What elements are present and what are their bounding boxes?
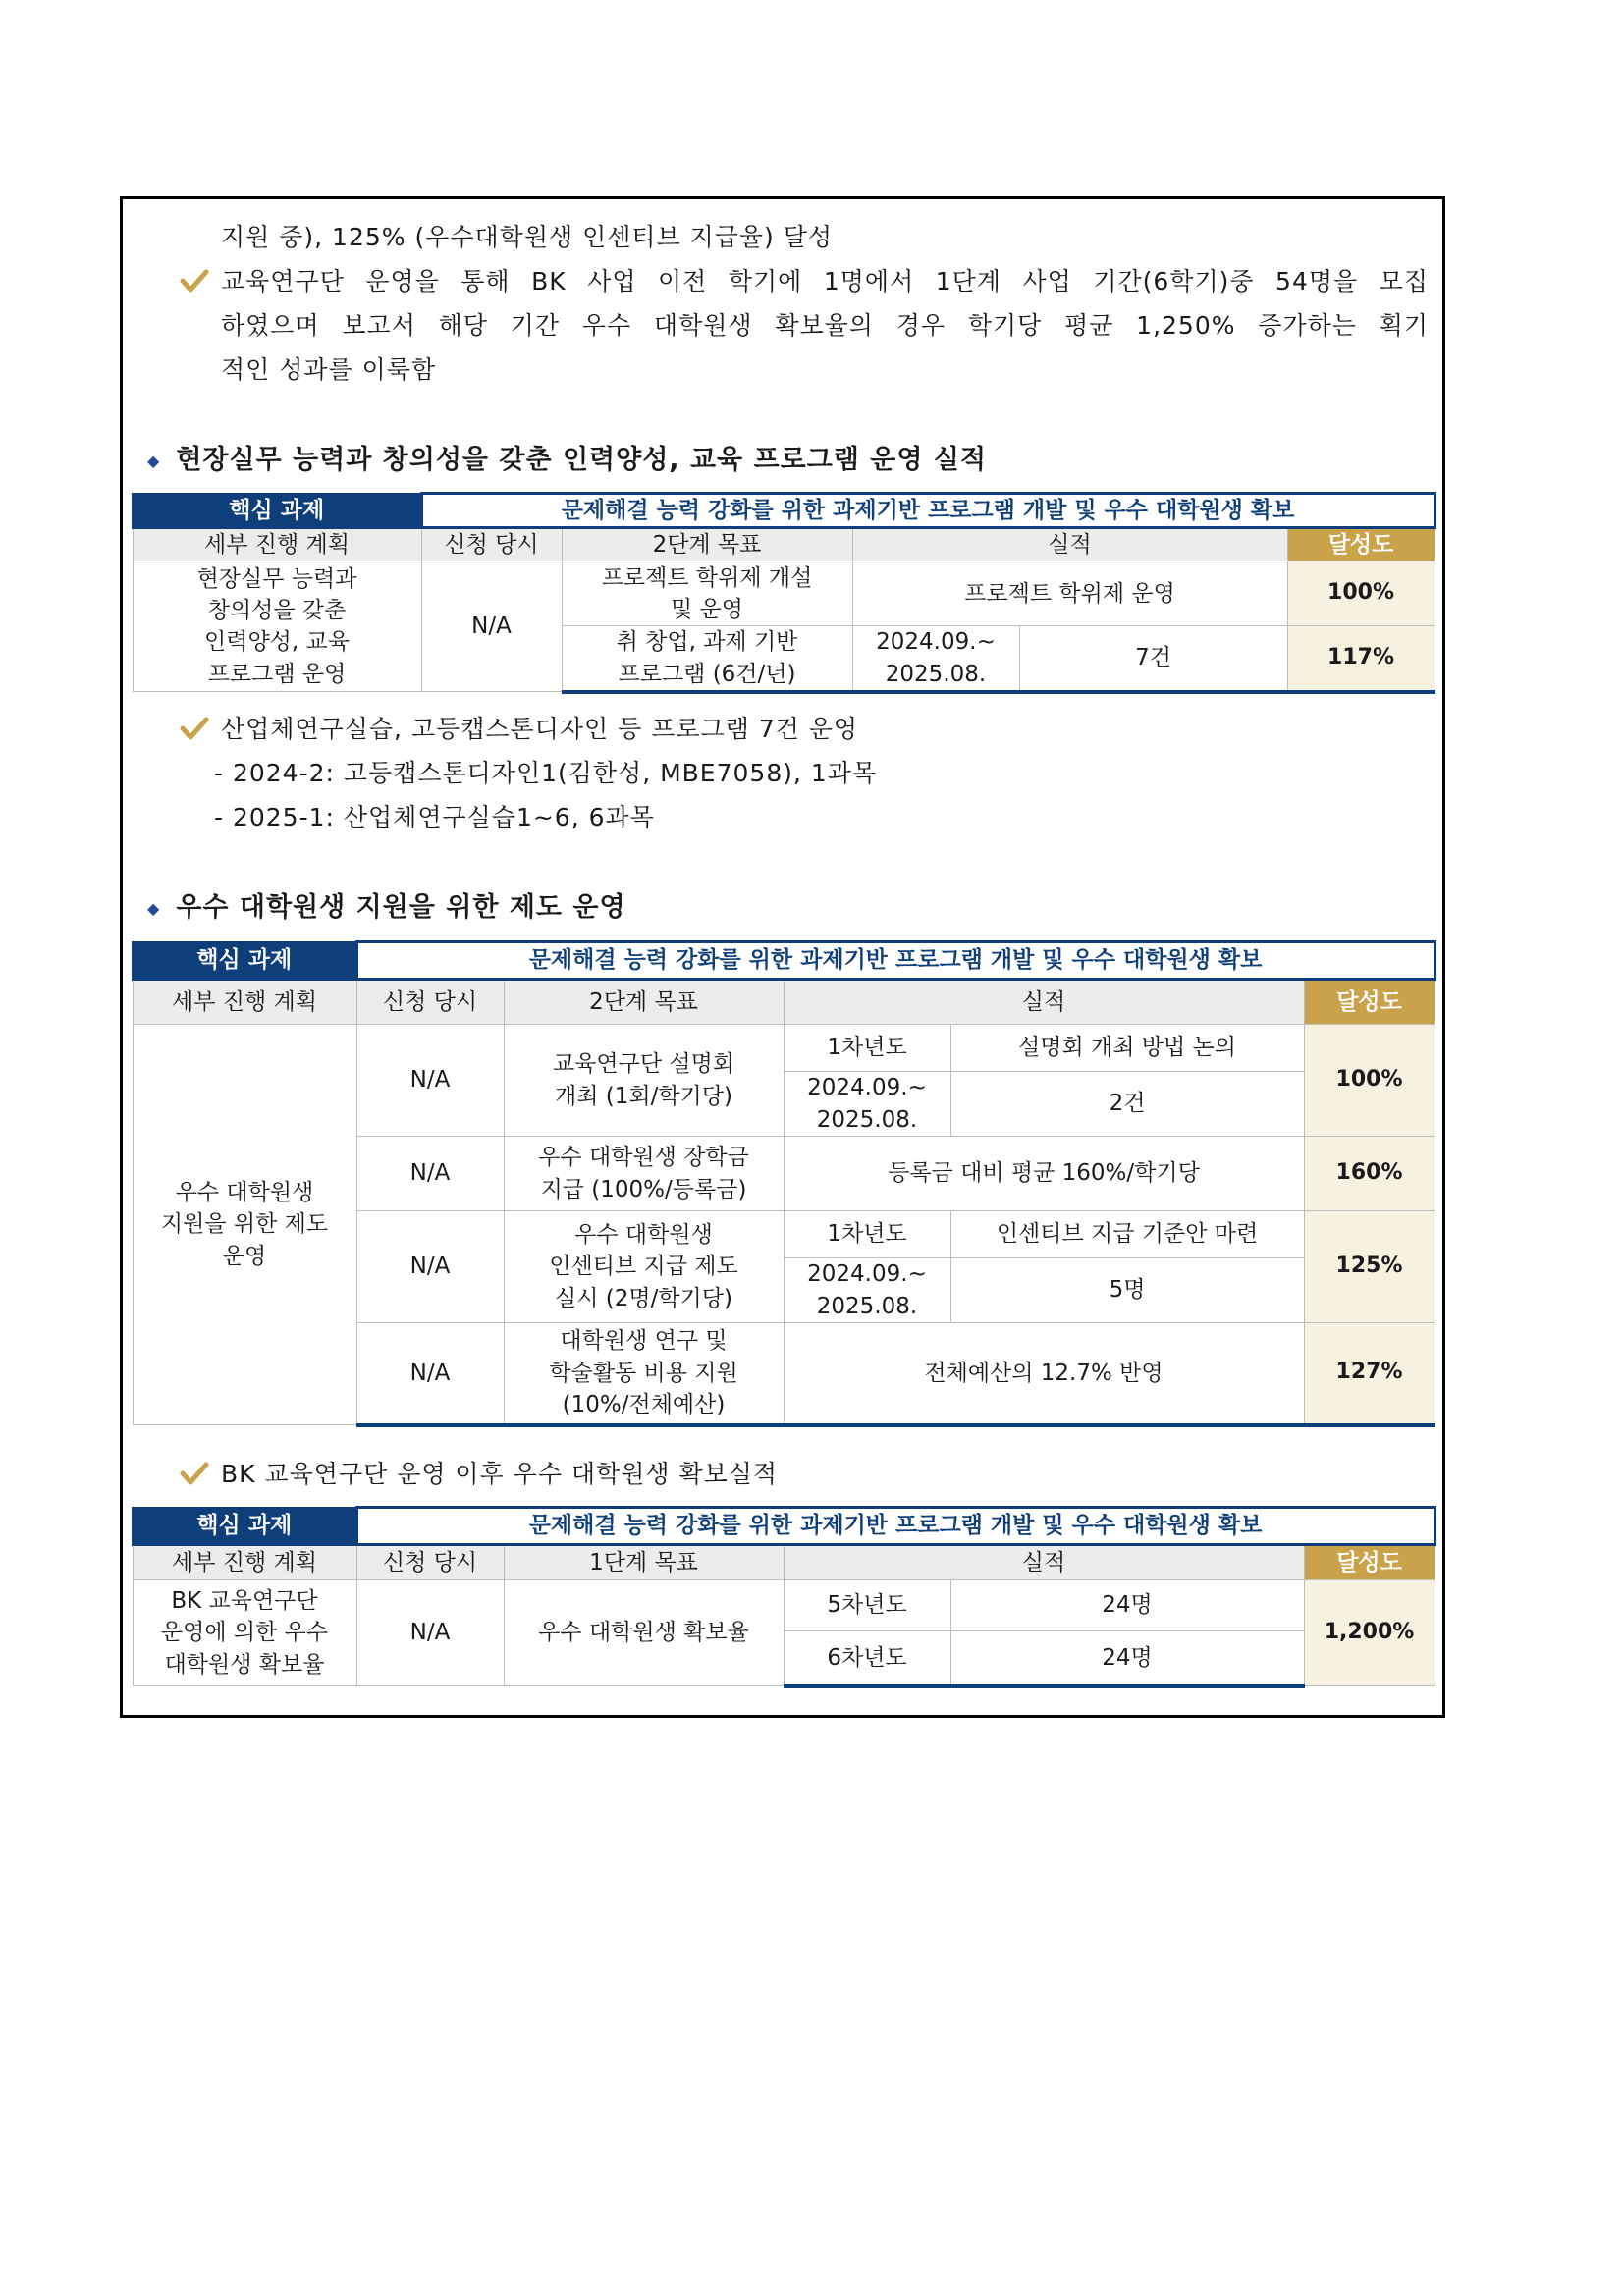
header-applied: 신청 당시 [356, 1545, 504, 1580]
core-task-value: 문제해결 능력 강화를 위한 과제기반 프로그램 개발 및 우수 대학원생 확보 [356, 942, 1435, 980]
section-heading-grad-support [147, 885, 626, 924]
field-training-table [132, 492, 1436, 694]
plan-cell [133, 1580, 356, 1686]
period-cell [852, 626, 1019, 692]
goal-line: 우수 대학원생 장학금 [538, 1145, 749, 1171]
goal-cell [504, 1211, 784, 1323]
core-task-label: 핵심 과제 [133, 942, 356, 980]
year-cell: 5차년도 [784, 1580, 950, 1631]
goal-line: 프로젝트 학위제 개설 [601, 564, 813, 591]
goal-line: 실시 (2명/학기당) [555, 1285, 732, 1311]
result-cell: 프로젝트 학위제 운영 [852, 561, 1287, 626]
goal-line: 교육연구단 설명회 [552, 1051, 735, 1078]
header-applied: 신청 당시 [421, 528, 562, 561]
achievement-cell: 1,200% [1304, 1580, 1435, 1686]
plan-line: 프로그램 운영 [207, 661, 347, 687]
goal-line: 대학원생 연구 및 [560, 1328, 728, 1355]
goal-line: 인센티브 지급 제도 [549, 1254, 738, 1280]
header-goal: 2단계 목표 [504, 980, 784, 1025]
result-cell: 5명 [950, 1258, 1304, 1323]
result-cell: 인센티브 지급 기준안 마련 [950, 1211, 1304, 1258]
check-icon [180, 714, 209, 743]
core-task-label: 핵심 과제 [133, 1508, 356, 1545]
diamond-bullet-icon: ◆ [147, 452, 161, 470]
goal-cell [562, 561, 852, 626]
achievement-cell: 125% [1304, 1211, 1435, 1323]
grad-support-table [132, 940, 1436, 1427]
header-result: 실적 [784, 1545, 1304, 1580]
result-cell: 7건 [1019, 626, 1287, 692]
goal-line: (10%/전체예산) [562, 1391, 726, 1417]
intro-check-line-3: 적인 성과를 이룩함 [221, 355, 437, 384]
intro-line: 지원 중), 125% (우수대학원생 인센티브 지급율) 달성 [221, 223, 834, 251]
goal-line: 개최 (1회/학기당) [555, 1083, 732, 1109]
header-achievement: 달성도 [1304, 1545, 1435, 1580]
header-goal: 1단계 목표 [504, 1545, 784, 1580]
period-line: 2025.08. [816, 1293, 918, 1319]
plan-line: 운영에 의한 우수 [160, 1620, 329, 1646]
core-task-value: 문제해결 능력 강화를 위한 과제기반 프로그램 개발 및 우수 대학원생 확보 [356, 1508, 1435, 1545]
section1-dash-item: - 2025-1: 산업체연구실습1~6, 6과목 [214, 803, 655, 831]
achievement-cell: 117% [1287, 626, 1435, 692]
result-cell: 전체예산의 12.7% 반영 [784, 1323, 1304, 1425]
header-achievement: 달성도 [1287, 528, 1435, 561]
goal-cell [562, 626, 852, 692]
plan-line: 지원을 위한 제도 [160, 1211, 329, 1238]
goal-line: 프로그램 (6건/년) [618, 661, 796, 687]
achievement-cell: 127% [1304, 1323, 1435, 1425]
intro-check-line-1: 교육연구단 운영을 통해 BK 사업 이전 학기에 1명에서 1단계 사업 기간(6학기)중 54명을 모집 [221, 267, 1429, 295]
period-line: 2024.09.~ [807, 1261, 927, 1288]
section1-dash-item: - 2024-2: 고등캡스톤디자인1(김한성, MBE7058), 1과목 [214, 759, 878, 787]
result-cell: 등록금 대비 평균 160%/학기당 [784, 1137, 1304, 1211]
goal-cell [504, 1025, 784, 1137]
core-task-label: 핵심 과제 [133, 494, 421, 528]
period-cell [784, 1072, 950, 1137]
goal-cell [504, 1323, 784, 1425]
year-cell: 6차년도 [784, 1631, 950, 1686]
diamond-bullet-icon: ◆ [147, 899, 161, 918]
header-plan: 세부 진행 계획 [133, 1545, 356, 1580]
period-line: 2025.08. [885, 661, 987, 687]
check-icon [180, 1459, 209, 1488]
period-line: 2025.08. [816, 1106, 918, 1133]
section2-check-text: BK 교육연구단 운영 이후 우수 대학원생 확보실적 [221, 1460, 779, 1488]
header-result: 실적 [852, 528, 1287, 561]
applied-cell: N/A [356, 1580, 504, 1686]
plan-line: 인력양성, 교육 [204, 629, 350, 656]
header-result: 실적 [784, 980, 1304, 1025]
goal-line: 지급 (100%/등록금) [540, 1176, 747, 1202]
applied-cell: N/A [356, 1025, 504, 1137]
period-line: 2024.09.~ [807, 1075, 927, 1101]
goal-cell: 우수 대학원생 확보율 [504, 1580, 784, 1686]
header-achievement: 달성도 [1304, 980, 1435, 1025]
plan-line: 운영 [222, 1243, 267, 1269]
plan-cell [133, 561, 421, 692]
header-applied: 신청 당시 [356, 980, 504, 1025]
section1-check-text: 산업체연구실습, 고등캡스톤디자인 등 프로그램 7건 운영 [221, 715, 859, 743]
header-goal: 2단계 목표 [562, 528, 852, 561]
result-cell: 24명 [950, 1631, 1304, 1686]
period-cell [784, 1258, 950, 1323]
goal-cell [504, 1137, 784, 1211]
applied-cell: N/A [356, 1323, 504, 1425]
result-cell: 2건 [950, 1072, 1304, 1137]
goal-line: 및 운영 [671, 596, 743, 622]
intro-check-line-2: 하였으며 보고서 해당 기간 우수 대학원생 확보율의 경우 학기당 평균 1,250% 증가하는 획기 [221, 311, 1429, 340]
grad-retention-table [132, 1506, 1436, 1688]
applied-cell: N/A [356, 1211, 504, 1323]
result-cell: 24명 [950, 1580, 1304, 1631]
header-plan: 세부 진행 계획 [133, 528, 421, 561]
core-task-value: 문제해결 능력 강화를 위한 과제기반 프로그램 개발 및 우수 대학원생 확보 [421, 494, 1435, 528]
plan-line: 창의성을 갖춘 [207, 598, 347, 624]
period-line: 2024.09.~ [876, 629, 996, 656]
achievement-cell: 160% [1304, 1137, 1435, 1211]
applied-cell: N/A [421, 561, 562, 692]
section-heading-field-training [147, 438, 987, 476]
year-cell: 1차년도 [784, 1211, 950, 1258]
plan-line: BK 교육연구단 [171, 1588, 318, 1615]
check-icon [180, 266, 209, 295]
applied-cell: N/A [356, 1137, 504, 1211]
plan-line: 대학원생 확보율 [164, 1651, 325, 1678]
plan-line: 우수 대학원생 [175, 1180, 314, 1206]
achievement-cell: 100% [1304, 1025, 1435, 1137]
goal-line: 취 창업, 과제 기반 [616, 629, 798, 656]
plan-cell [133, 1025, 356, 1425]
goal-line: 우수 대학원생 [574, 1222, 713, 1249]
goal-line: 학술활동 비용 지원 [549, 1360, 738, 1386]
achievement-cell: 100% [1287, 561, 1435, 626]
header-plan: 세부 진행 계획 [133, 980, 356, 1025]
year-cell: 1차년도 [784, 1025, 950, 1072]
section-heading-text: 우수 대학원생 지원을 위한 제도 운영 [176, 892, 626, 923]
result-cell: 설명회 개최 방법 논의 [950, 1025, 1304, 1072]
section-heading-text: 현장실무 능력과 창의성을 갖춘 인력양성, 교육 프로그램 운영 실적 [176, 445, 987, 475]
plan-line: 현장실무 능력과 [196, 565, 357, 592]
